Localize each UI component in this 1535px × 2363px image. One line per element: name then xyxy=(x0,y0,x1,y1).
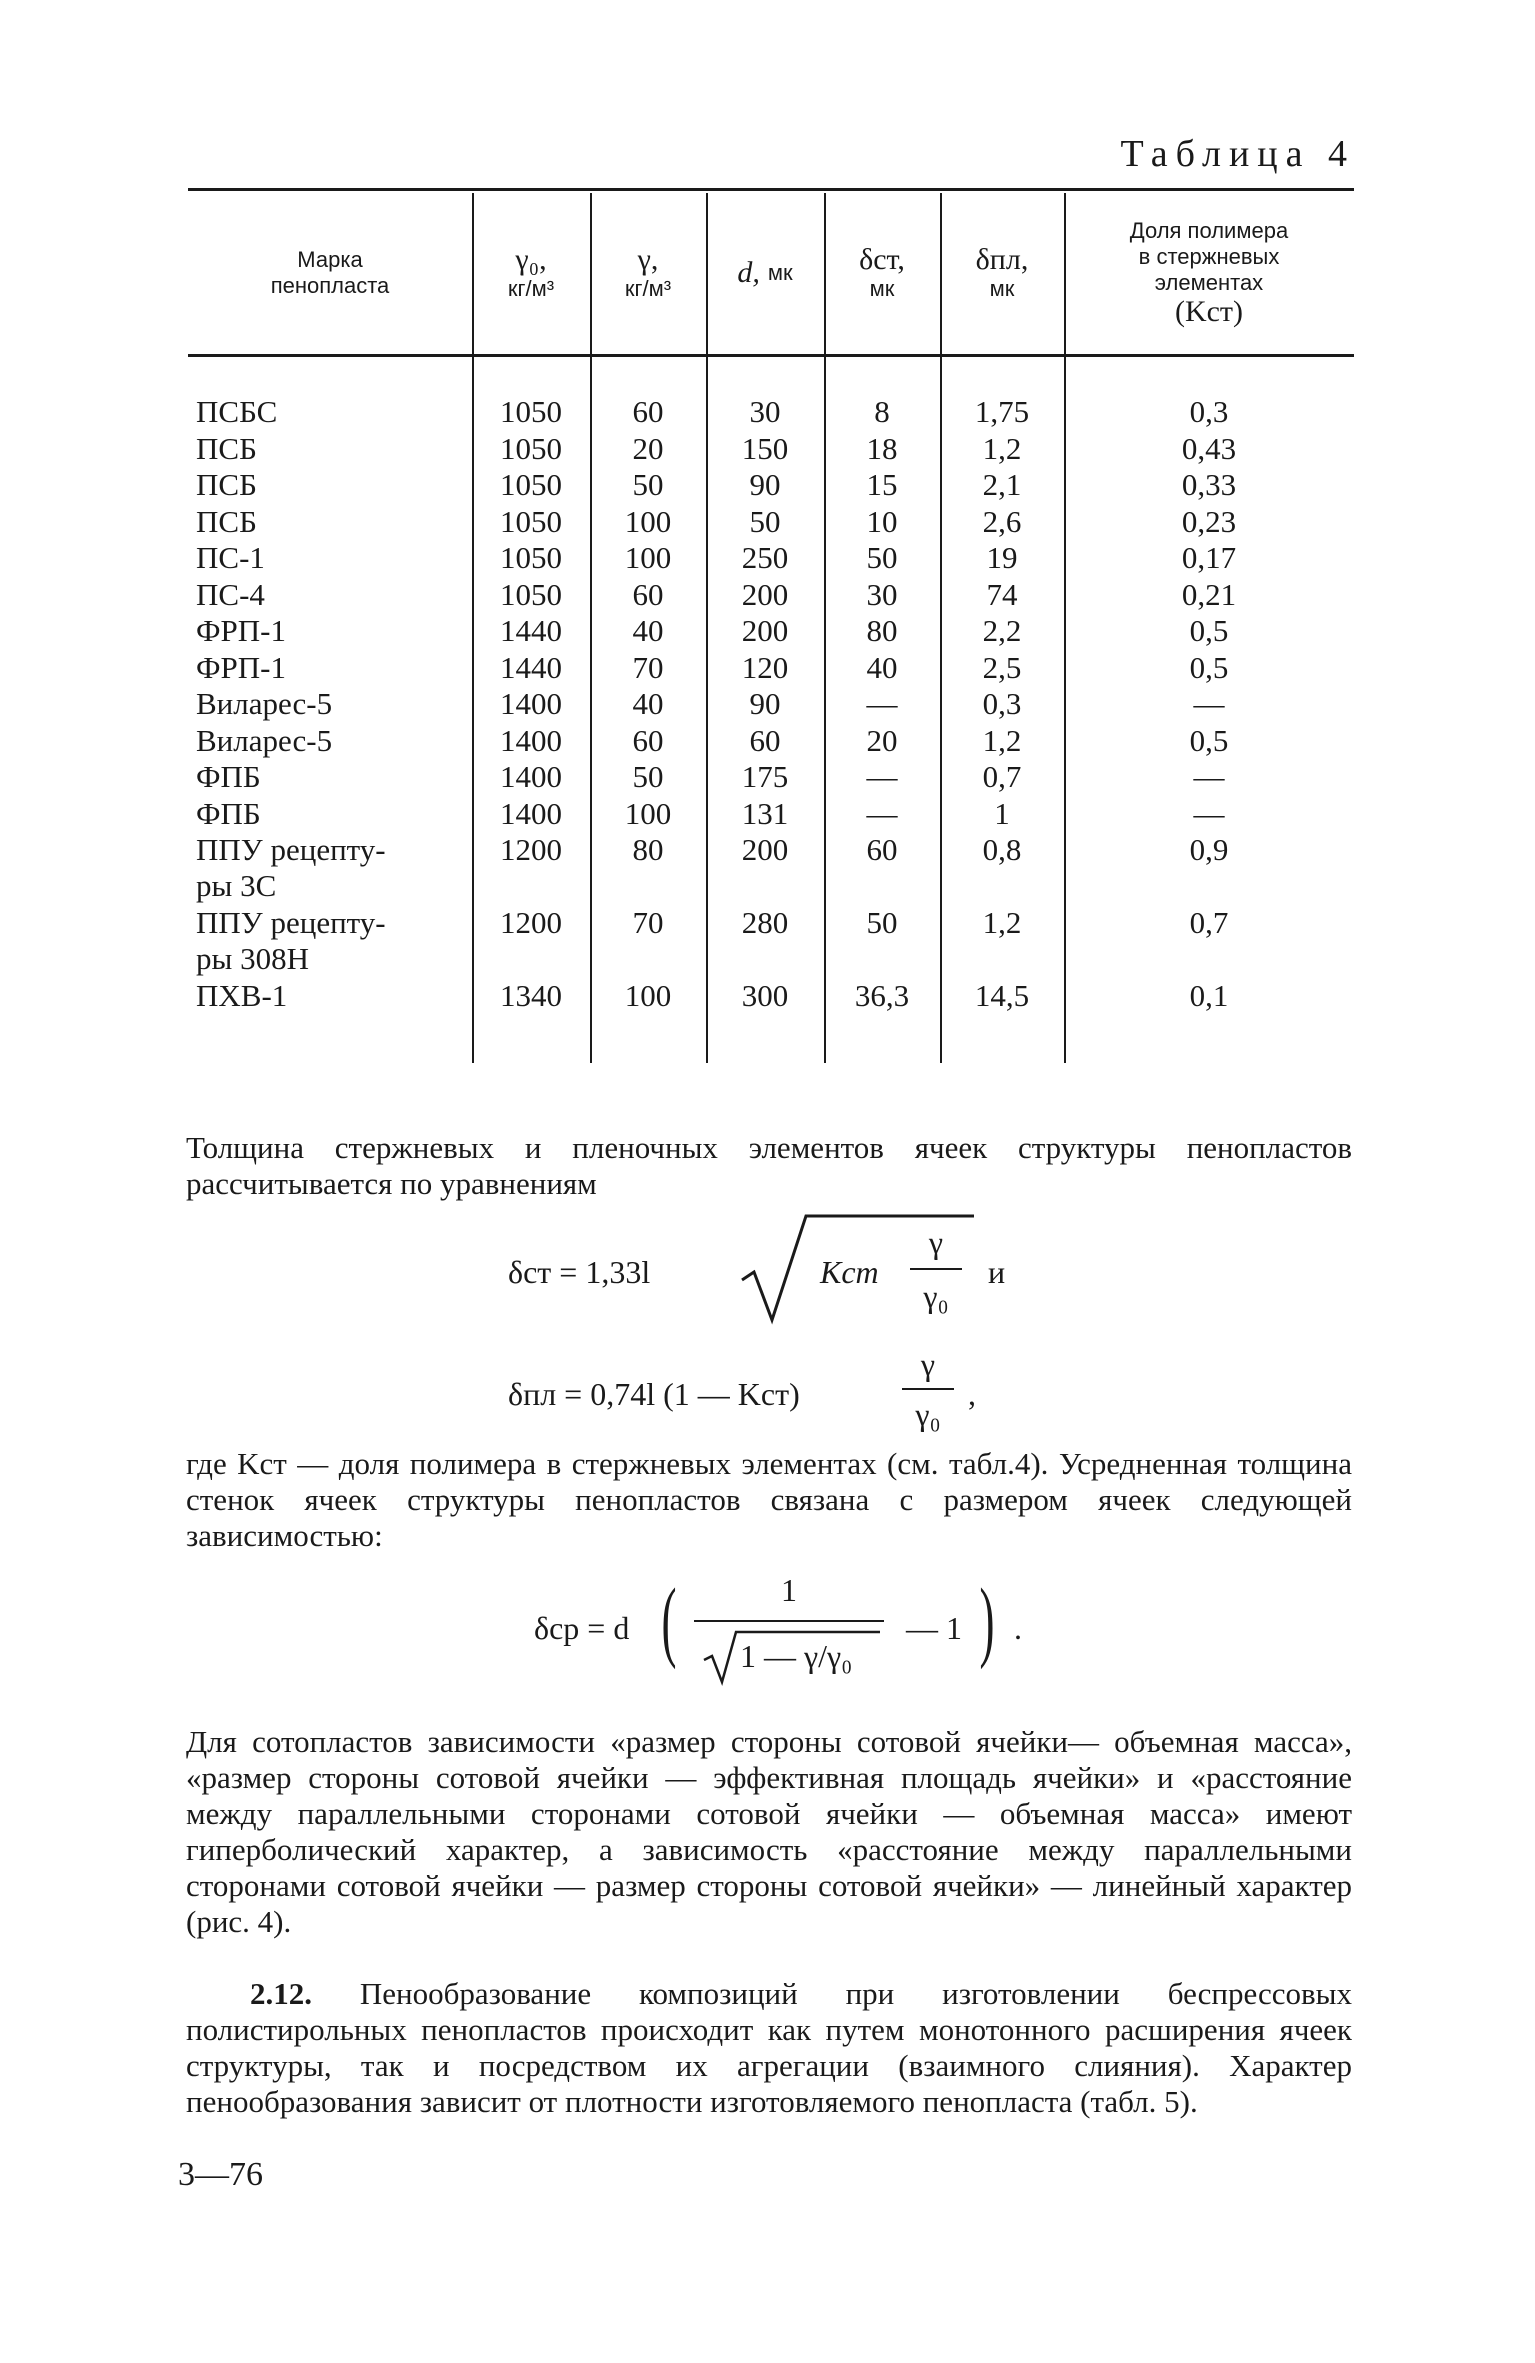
header-delta-st: δст, мк xyxy=(859,243,905,301)
cell-d: 60 xyxy=(749,722,781,758)
paragraph: Толщина стержневых и пленочных элементов ячеек структуры пенопластов рассчитывается по уравнениям xyxy=(186,1130,1352,1201)
right-parenthesis: ) xyxy=(979,1571,995,1670)
cell-dpl: 2,5 xyxy=(982,649,1022,685)
cell-dst: 15 xyxy=(866,467,898,502)
cell-gamma0: 1050 xyxy=(500,503,562,539)
cell-dst: 20 xyxy=(866,722,898,758)
row-brand-name: ПСБ xyxy=(196,467,257,502)
formula-delta-pl: δпл = 0,74l (1 — Kст) γ γ₀ , xyxy=(508,1346,976,1432)
cell-gamma: 60 xyxy=(632,394,664,429)
cell-dst: 30 xyxy=(866,576,898,612)
cell-dst: 8 xyxy=(874,394,890,429)
cell-gamma0: 1050 xyxy=(500,540,562,575)
cell-d: 175 xyxy=(741,759,789,794)
cell-gamma0: 1400 xyxy=(500,686,562,721)
row-brand-name: ППУ рецепту- ры 308Н xyxy=(196,905,386,976)
cell-gamma: 100 xyxy=(624,503,672,539)
formula-delta-avg: δср = d ( 1 1 — γ/γ₀ — 1 ) . xyxy=(534,1570,1094,1700)
cell-gamma: 60 xyxy=(632,576,664,612)
cell-dpl: 1,2 xyxy=(982,905,1022,940)
fraction-bar xyxy=(902,1388,954,1390)
cell-dst: 10 xyxy=(866,503,898,539)
cell-gamma0: 1440 xyxy=(500,649,562,685)
table-header-rule xyxy=(188,354,1354,357)
data-table xyxy=(188,188,1354,1063)
cell-d: 50 xyxy=(749,503,781,539)
cell-gamma: 70 xyxy=(632,905,664,940)
cell-d: 300 xyxy=(741,978,789,1013)
cell-k: 0,5 xyxy=(1189,613,1229,648)
cell-k: 0,1 xyxy=(1189,978,1229,1013)
fraction-bar xyxy=(694,1620,884,1622)
cell-gamma0: 1050 xyxy=(500,430,562,466)
header-delta-pl: δпл, мк xyxy=(975,243,1029,301)
cell-dpl: 14,5 xyxy=(974,978,1030,1013)
cell-gamma0: 1400 xyxy=(500,795,562,831)
cell-k: 0,7 xyxy=(1189,905,1229,940)
cell-dst: 50 xyxy=(866,905,898,940)
cell-dst: — xyxy=(866,759,898,794)
cell-gamma: 40 xyxy=(632,613,664,648)
cell-dpl: 2,2 xyxy=(982,613,1022,648)
cell-dst: 36,3 xyxy=(854,978,910,1013)
cell-gamma: 70 xyxy=(632,649,664,685)
cell-gamma: 50 xyxy=(632,759,664,794)
cell-d: 120 xyxy=(741,649,789,685)
cell-dpl: 19 xyxy=(986,540,1018,575)
cell-k: 0,9 xyxy=(1189,832,1229,867)
cell-gamma: 100 xyxy=(624,978,672,1013)
cell-gamma: 50 xyxy=(632,467,664,502)
cell-k: 0,3 xyxy=(1189,394,1229,429)
cell-gamma0: 1200 xyxy=(500,832,562,867)
cell-gamma: 100 xyxy=(624,795,672,831)
cell-d: 200 xyxy=(741,576,789,612)
cell-dpl: 74 xyxy=(986,576,1018,612)
cell-dpl: 1 xyxy=(994,795,1010,831)
cell-dpl: 2,1 xyxy=(982,467,1022,502)
cell-k: 0,21 xyxy=(1181,576,1237,612)
cell-d: 90 xyxy=(749,686,781,721)
row-brand-name: ФПБ xyxy=(196,795,261,831)
cell-k: — xyxy=(1193,686,1225,721)
row-brand-name: Виларес-5 xyxy=(196,722,333,758)
fraction-bar xyxy=(910,1268,962,1270)
paragraph-2-12: 2.12. Пенообразование композиций при изготовлении беспрессовых полистирольных пенопластов происходит как путем монотонного расширения ячеек структуры, так и посредством их агрегации (взаимного слияния). Характер пенообразования зависит от плотности изготовляемого пенопласта (табл. 5). xyxy=(186,1976,1352,2119)
cell-d: 90 xyxy=(749,467,781,502)
row-brand-name: ПС-1 xyxy=(196,540,265,575)
cell-dpl: 0,8 xyxy=(982,832,1022,867)
cell-gamma0: 1340 xyxy=(500,978,562,1013)
cell-gamma: 100 xyxy=(624,540,672,575)
cell-gamma0: 1050 xyxy=(500,576,562,612)
cell-dst: 60 xyxy=(866,832,898,867)
cell-gamma: 40 xyxy=(632,686,664,721)
left-parenthesis: ( xyxy=(661,1571,677,1670)
cell-k: 0,23 xyxy=(1181,503,1237,539)
cell-gamma0: 1050 xyxy=(500,467,562,502)
cell-d: 280 xyxy=(741,905,789,940)
cell-dst: — xyxy=(866,795,898,831)
cell-gamma: 20 xyxy=(632,430,664,466)
cell-gamma0: 1440 xyxy=(500,613,562,648)
cell-d: 30 xyxy=(749,394,781,429)
cell-k: 0,5 xyxy=(1189,722,1229,758)
header-d: d, мк xyxy=(737,256,793,289)
row-brand-name: ФРП-1 xyxy=(196,649,286,685)
row-brand-name: ПСБС xyxy=(196,394,278,429)
cell-dst: — xyxy=(866,686,898,721)
cell-d: 150 xyxy=(741,430,789,466)
cell-d: 200 xyxy=(741,613,789,648)
row-brand-name: ФПБ xyxy=(196,759,261,794)
header-gamma: γ, кг/м³ xyxy=(624,243,672,301)
cell-dpl: 1,75 xyxy=(974,394,1030,429)
paragraph: где Kст — доля полимера в стержневых элементах (см. табл.4). Усредненная толщина стенок ячеек структуры пенопластов связана с размером ячеек следующей зависимостью: xyxy=(186,1446,1352,1553)
cell-dpl: 1,2 xyxy=(982,722,1022,758)
cell-k: 0,43 xyxy=(1181,430,1237,466)
table-caption: Таблица 4 xyxy=(1120,133,1355,175)
cell-dst: 40 xyxy=(866,649,898,685)
cell-k: — xyxy=(1193,759,1225,794)
row-brand-name: ПХВ-1 xyxy=(196,978,288,1013)
row-brand-name: ППУ рецепту- ры 3С xyxy=(196,832,386,903)
page-number: 3—76 xyxy=(178,2156,263,2193)
paragraph: Для сотопластов зависимости «размер стороны сотовой ячейки— объемная масса», «размер стороны сотовой ячейки — эффективная площадь ячейки» и «расстояние между параллельными сторонами сотовой ячейки — объемная масса» имеют гиперболический характер, а зависимость «расстояние между параллельными сторонами сотовой ячейки — размер стороны сотовой ячейки» — линейный характер (рис. 4). xyxy=(186,1724,1352,1939)
cell-d: 250 xyxy=(741,540,789,575)
row-brand-name: ПСБ xyxy=(196,503,257,539)
cell-gamma0: 1400 xyxy=(500,722,562,758)
cell-gamma0: 1050 xyxy=(500,394,562,429)
cell-d: 131 xyxy=(741,795,789,831)
cell-dst: 80 xyxy=(866,613,898,648)
cell-d: 200 xyxy=(741,832,789,867)
cell-dst: 50 xyxy=(866,540,898,575)
header-polymer-share: Доля полимера в стержневых элементах (Kст) xyxy=(1129,218,1289,328)
table-top-rule xyxy=(188,188,1354,191)
cell-k: 0,17 xyxy=(1181,540,1237,575)
cell-gamma0: 1200 xyxy=(500,905,562,940)
header-gamma0: γ₀, кг/м³ xyxy=(507,243,555,301)
row-brand-name: ФРП-1 xyxy=(196,613,286,648)
cell-gamma: 80 xyxy=(632,832,664,867)
cell-dpl: 0,7 xyxy=(982,759,1022,794)
row-brand-name: Виларес-5 xyxy=(196,686,333,721)
cell-k: 0,33 xyxy=(1181,467,1237,502)
cell-k: — xyxy=(1193,795,1225,831)
cell-gamma0: 1400 xyxy=(500,759,562,794)
cell-dpl: 1,2 xyxy=(982,430,1022,466)
cell-k: 0,5 xyxy=(1189,649,1229,685)
cell-gamma: 60 xyxy=(632,722,664,758)
row-brand-name: ПС-4 xyxy=(196,576,265,612)
header-brand: Марка пенопласта xyxy=(270,247,390,298)
cell-dpl: 2,6 xyxy=(982,503,1022,539)
cell-dpl: 0,3 xyxy=(982,686,1022,721)
row-brand-name: ПСБ xyxy=(196,430,257,466)
formula-delta-st: δст = 1,33l Kст γ γ₀ и xyxy=(508,1210,1028,1330)
cell-dst: 18 xyxy=(866,430,898,466)
